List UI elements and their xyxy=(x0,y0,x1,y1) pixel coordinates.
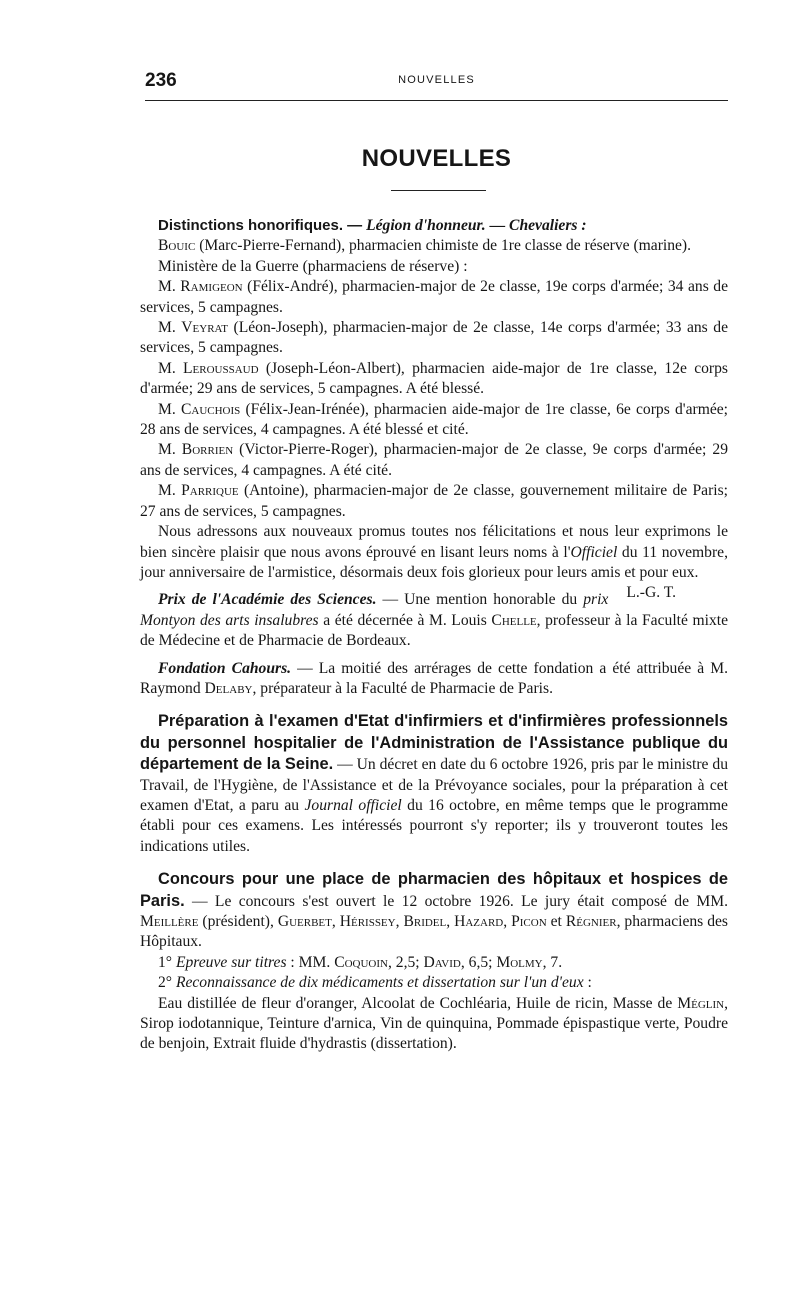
ministere-line: Ministère de la Guerre (pharmaciens de réserve) : xyxy=(158,257,468,275)
running-head: NOUVELLES xyxy=(398,74,475,86)
person-name: Cauchois xyxy=(180,400,241,418)
medicaments-list: Eau distillée de fleur d'oranger, Alcoolat de Cochléaria, Huile de ricin, Masse de Méglin, Sirop iodotannique, Teinture d'arnica, Vin de quinquina, Pommade épispastique verte, Poudre de benjoin, Extrait fluide d'hydrastis (dissertation). xyxy=(140,994,728,1053)
person-name: Leroussaud xyxy=(183,359,259,377)
person-name: Méglin xyxy=(677,994,725,1012)
signature: L.-G. T. xyxy=(626,584,676,602)
section-heading: Fondation Cahours. xyxy=(158,659,292,677)
honor-entry: M. Ramigeon (Félix-André), pharmacien-major de 2e classe, 19e corps d'armée; 34 ans de services, 5 campagnes. xyxy=(140,278,728,316)
preparation-paragraph: Préparation à l'examen d'Etat d'infirmiers et d'infirmières professionnels du personnel hospitalier de l'Administration de l'Assistance publique du département de la Seine. — Un décret en date du 6 octobre 1926, pris par le ministre du Travail, de l'Hygiène, de l'Assistance et de la Prévoyance sociales, pour la préparation à cet examen d'Etat, a paru au Journal officiel du 16 octobre, en même temps que le programme établi pour ces examens. Les intéressés pourront s'y reporter; ils y trouveront toutes les indications utiles. xyxy=(140,712,728,855)
page-number: 236 xyxy=(145,70,177,91)
article-body xyxy=(140,216,728,1055)
person-name: Chelle xyxy=(491,611,537,629)
epreuve-1: 1° Epreuve sur titres : MM. Coquoin, 2,5; David, 6,5; Molmy, 7. xyxy=(158,953,563,971)
person-name: Bouic xyxy=(158,237,196,255)
prix-paragraph: Prix de l'Académie des Sciences. — Une mention honorable du prix Montyon des arts insalubres a été décernée à M. Louis Chelle, professeur à la Faculté mixte de Médecine et de Pharmacie de Bordeaux. xyxy=(140,591,728,650)
section-heading: Distinctions honorifiques. — xyxy=(158,217,363,234)
felicitations-paragraph: Nous adressons aux nouveaux promus toutes nos félicitations et nous leur exprimons le bien sincère plaisir que nous avons éprouvé en lisant leurs noms à l'Officiel du 11 novembre, jour anniversaire de l'armistice, désormais deux fois glorieux pour leurs amis et pour eux. L.-G. T. xyxy=(140,522,728,583)
person-name: Borrien xyxy=(181,441,234,459)
section-heading: Prix de l'Académie des Sciences. xyxy=(158,591,377,609)
bouic-entry: Bouic (Marc-Pierre-Fernand), pharmacien chimiste de 1re classe de réserve (marine). xyxy=(158,237,692,255)
page-title: NOUVELLES xyxy=(361,145,512,172)
fondation-paragraph: Fondation Cahours. — La moitié des arrérages de cette fondation a été attribuée à M. Raymond Delaby, préparateur à la Faculté de Pharmacie de Paris. xyxy=(140,659,728,697)
person-name: Veyrat xyxy=(181,319,229,337)
person-name: Régnier xyxy=(565,913,617,930)
section-heading: Préparation à l'examen d'Etat d'infirmiers et d'infirmières professionnels du personnel hospitalier de l'Administration de l'Assistance publique du département de la Seine. xyxy=(140,712,728,774)
honor-entry: M. Leroussaud (Joseph-Léon-Albert), pharmacien aide-major de 1re classe, 12e corps d'armée; 29 ans de services, 5 campagnes. A été blessé. xyxy=(140,359,728,398)
person-name: Delaby xyxy=(204,679,253,697)
page-header xyxy=(145,70,728,101)
person-name: Meillère xyxy=(140,913,199,930)
honor-entry: M. Veyrat (Léon-Joseph), pharmacien-major de 2e classe, 14e corps d'armée; 33 ans de services, 5 campagnes. xyxy=(140,319,728,357)
person-name: Parrique xyxy=(181,482,239,500)
section-heading: Concours pour une place de pharmacien des hôpitaux et hospices de Paris. xyxy=(140,870,728,910)
legion-heading: Légion d'honneur. — Chevaliers : xyxy=(366,217,587,234)
honor-entry: M. Cauchois (Félix-Jean-Irénée), pharmacien aide-major de 1re classe, 6e corps d'armée; 28 ans de services, 4 campagnes. A été blessé et cité. xyxy=(140,400,728,439)
epreuve-2: 2° Reconnaissance de dix médicaments et dissertation sur l'un d'eux : xyxy=(158,974,592,992)
honor-entry: M. Borrien (Victor-Pierre-Roger), pharmacien-major de 2e classe, 9e corps d'armée; 29 ans de services, 4 campagnes. A été cité. xyxy=(140,441,728,479)
honor-entry: M. Parrique (Antoine), pharmacien-major de 2e classe, gouvernement militaire de Paris; 27 ans de services, 5 campagnes. xyxy=(140,482,728,520)
person-name: Ramigeon xyxy=(180,278,243,296)
title-rule xyxy=(391,190,486,191)
distinctions-heading xyxy=(140,216,728,236)
person-names: Guerbet, Hérissey, Bridel, Hazard, Picon xyxy=(277,913,547,930)
concours-paragraph: Concours pour une place de pharmacien des hôpitaux et hospices de Paris. — Le concours s'est ouvert le 12 octobre 1926. Le jury était composé de MM. Meillère (président), Guerbet, Hérissey, Bridel, Hazard, Picon et Régnier, pharmaciens des Hôpitaux. xyxy=(140,870,728,951)
